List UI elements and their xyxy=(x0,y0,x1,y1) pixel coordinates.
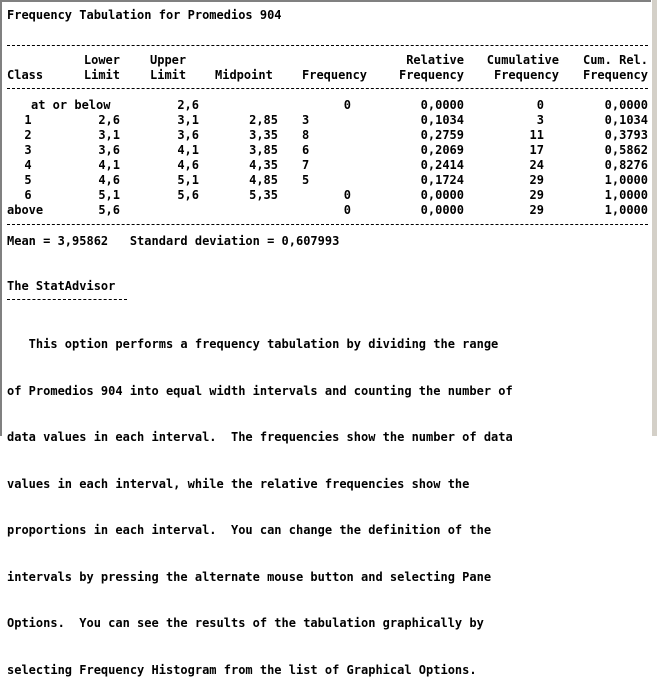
cell-lower: 3,1 xyxy=(98,128,120,142)
cell-cum: 17 xyxy=(529,143,544,157)
header-upper-1: Upper xyxy=(150,53,187,67)
cell-rel: 0,1034 xyxy=(420,113,464,127)
cell-rel: 0,0000 xyxy=(420,188,464,202)
cell-cum: 24 xyxy=(529,158,544,172)
header-upper-2: Limit xyxy=(150,68,187,82)
cell-cum: 29 xyxy=(529,173,544,187)
cell-lower: 4,1 xyxy=(98,158,120,172)
cell-class: 2 xyxy=(24,128,32,142)
cell-mid: 4,35 xyxy=(249,158,278,172)
cell-cum: 29 xyxy=(529,188,544,202)
cell-cum: 0 xyxy=(536,98,544,112)
cell-freq: 0 xyxy=(343,98,351,112)
advisor-line: This option performs a frequency tabulation by dividing the range xyxy=(7,337,499,351)
advisor-line: selecting Frequency Histogram from the list of Graphical Options. xyxy=(7,662,477,677)
header-rel-2: Frequency xyxy=(398,68,464,82)
cell-rel: 0,0000 xyxy=(420,203,464,217)
advisor-line: data values in each interval. The frequencies show the number of data xyxy=(7,430,513,444)
header-cum-2: Frequency xyxy=(493,68,559,82)
advisor-underline xyxy=(7,299,127,300)
cell-upper: 4,6 xyxy=(177,158,199,172)
cell-cumrel: 0,1034 xyxy=(604,113,648,127)
header-lower-1: Lower xyxy=(83,53,120,67)
header-mid-2: Midpoint xyxy=(215,68,273,82)
cell-upper: 5,6 xyxy=(177,188,199,202)
cell-upper: 5,1 xyxy=(177,173,199,187)
cell-upper: 3,6 xyxy=(177,128,199,142)
cell-class: 4 xyxy=(24,158,32,172)
cell-cumrel: 0,3793 xyxy=(604,128,648,142)
cell-mid: 4,85 xyxy=(249,173,278,187)
cell-rel: 0,2069 xyxy=(420,143,464,157)
cell-rel: 0,2414 xyxy=(420,158,464,172)
cell-lower: 5,6 xyxy=(98,203,120,217)
header-cum-1: Cumulative xyxy=(486,53,559,67)
divider-top xyxy=(7,45,648,46)
cell-freq: 7 xyxy=(302,158,310,172)
cell-class: 5 xyxy=(24,173,32,187)
cell-cumrel: 0,8276 xyxy=(604,158,648,172)
cell-freq: 3 xyxy=(302,113,310,127)
header-class-2: Class xyxy=(7,68,44,82)
header-cumrel-1: Cum. Rel. xyxy=(582,53,648,67)
cell-lower: 3,6 xyxy=(98,143,120,157)
cell-cum: 11 xyxy=(529,128,544,142)
cell-upper: 4,1 xyxy=(177,143,199,157)
cell-rel: 0,2759 xyxy=(420,128,464,142)
cell-rel: 0,1724 xyxy=(420,173,464,187)
cell-freq: 5 xyxy=(302,173,310,187)
cell-class: 6 xyxy=(24,188,32,202)
advisor-line: Options. You can see the results of the tabulation graphically by xyxy=(7,616,484,630)
cell-cum: 29 xyxy=(529,203,544,217)
cell-class: at or below xyxy=(31,98,111,112)
cell-lower: 2,6 xyxy=(98,113,120,127)
cell-mid: 3,35 xyxy=(249,128,278,142)
cell-lower: 5,1 xyxy=(98,188,120,202)
cell-class: 1 xyxy=(24,113,32,127)
cell-lower: 4,6 xyxy=(98,173,120,187)
cell-cum: 3 xyxy=(536,113,544,127)
cell-cumrel: 0,0000 xyxy=(604,98,648,112)
cell-mid: 2,85 xyxy=(249,113,278,127)
cell-freq: 0 xyxy=(343,203,351,217)
divider-bottom xyxy=(7,224,648,225)
cell-freq: 6 xyxy=(302,143,310,157)
header-lower-2: Limit xyxy=(83,68,120,82)
header-cumrel-2: Frequency xyxy=(582,68,648,82)
cell-mid: 5,35 xyxy=(249,188,278,202)
advisor-line: of Promedios 904 into equal width intervals and counting the number of xyxy=(7,383,513,398)
pane-title: Frequency Tabulation for Promedios 904 xyxy=(7,8,282,22)
cell-cumrel: 1,0000 xyxy=(604,203,648,217)
header-freq-2: Frequency xyxy=(302,68,368,82)
cell-upper: 2,6 xyxy=(177,98,199,112)
divider-header xyxy=(7,88,648,89)
cell-upper: 3,1 xyxy=(177,113,199,127)
cell-class: above xyxy=(7,203,44,217)
cell-cumrel: 1,0000 xyxy=(604,173,648,187)
cell-freq: 0 xyxy=(343,188,351,202)
header-rel-1: Relative xyxy=(406,53,464,67)
summary-stats: Mean = 3,95862 Standard deviation = 0,607993 xyxy=(7,234,340,248)
advisor-line: values in each interval, while the relative frequencies show the xyxy=(7,476,470,491)
cell-rel: 0,0000 xyxy=(420,98,464,112)
advisor-line: intervals by pressing the alternate mouse button and selecting Pane xyxy=(7,569,492,584)
cell-cumrel: 0,5862 xyxy=(604,143,648,157)
cell-freq: 8 xyxy=(302,128,310,142)
cell-cumrel: 1,0000 xyxy=(604,188,648,202)
cell-class: 3 xyxy=(24,143,32,157)
advisor-title: The StatAdvisor xyxy=(7,279,116,293)
advisor-line: proportions in each interval. You can change the definition of the xyxy=(7,523,492,537)
advisor-text xyxy=(7,306,607,694)
pane-scrollbar-edge[interactable] xyxy=(651,0,657,436)
cell-mid: 3,85 xyxy=(249,143,278,157)
